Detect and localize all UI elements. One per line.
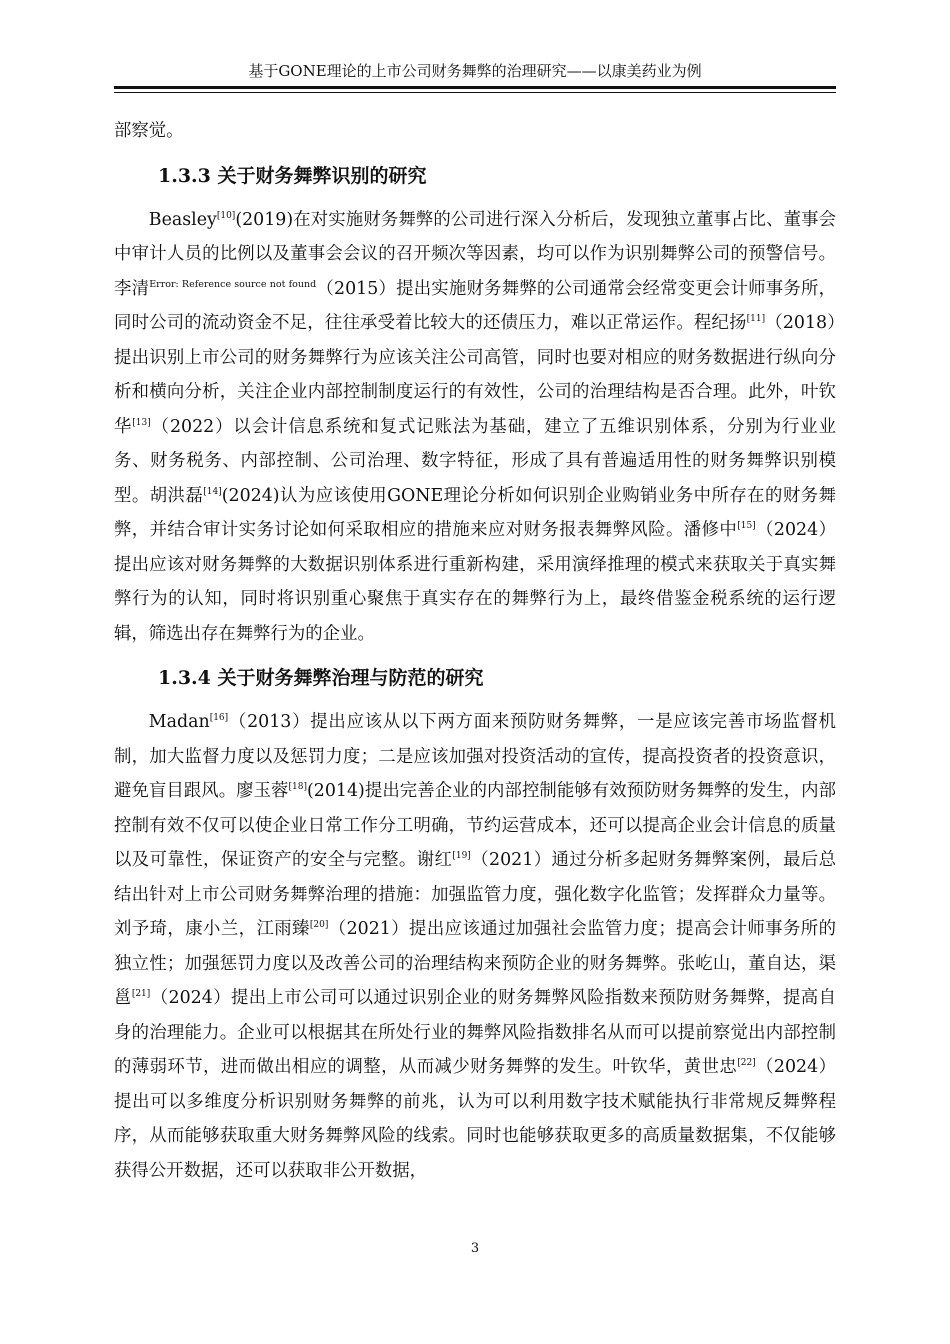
text-run: (2019)在对实施财务舞弊的公司进行深入分析后，发现独立董事占比、董事会中审计人员的比例以及董事会会议的召开频次等因素，均可以作为识别舞弊公司的预警信号。李清 <box>114 209 836 299</box>
header-rule-thick <box>114 86 836 89</box>
text-run: (2014)提出完善企业的内部控制能够有效预防财务舞弊的发生，内部控制有效不仅可以使企业日常工作分工明确，节约运营成本，还可以提高企业会计信息的质量以及可靠性，保证资产的安全与完整。谢红 <box>114 781 836 870</box>
text-run: Beasley <box>148 209 217 230</box>
section-heading-1-3-3: 1.3.3 关于财务舞弊识别的研究 <box>158 164 427 187</box>
citation-ref: [15] <box>737 521 756 532</box>
paragraph-fraud-identification <box>114 203 836 652</box>
citation-ref: [20] <box>309 920 329 931</box>
text-run: （2015）提出实施财务舞弊的公司通常会经常变更会计师事务所，同时公司的流动资金不足，往往承受着比较大的还债压力，难以正常运作。程纪扬 <box>114 278 836 333</box>
text-run: （2024）提出上市公司可以通过识别企业的财务舞弊风险指数来预防财务舞弊，提高自身的治理能力。企业可以根据其在所处行业的舞弊风险指数排名从而可以提前察觉出内部控制的薄弱环节，进而做出相应的调整，从而减少财务舞弊的发生。叶钦华，黄世忠 <box>114 988 836 1077</box>
citation-ref: [21] <box>131 989 151 1000</box>
text-run: （2024）提出应该对财务舞弊的大数据识别体系进行重新构建，采用演绎推理的模式来获取关于真实舞弊行为的认知，同时将识别重心聚焦于真实存在的舞弊行为上，最终借鉴金税系统的运行逻辑，筛选出存在舞弊行为的企业。 <box>114 520 836 644</box>
citation-ref: [16] <box>209 713 229 724</box>
text-run: Madan <box>148 712 210 732</box>
citation-ref: [13] <box>132 417 151 428</box>
text-run: （2013）提出应该从以下两方面来预防财务舞弊，一是应该完善市场监督机制，加大监督力度以及惩罚力度；二是应该加强对投资活动的宣传，提高投资者的投资意识，避免盲目跟风。廖玉蓉 <box>114 712 836 801</box>
citation-ref: [14] <box>203 486 222 497</box>
text-run: （2021）通过分析多起财务舞弊案例，最后总结出针对上市公司财务舞弊治理的措施：加强监管力度，强化数字化监管；发挥群众力量等。刘予琦，康小兰，江雨臻 <box>114 850 836 939</box>
citation-ref: [11] <box>746 314 766 325</box>
citation-ref: [19] <box>452 851 471 862</box>
text-run: （2018）提出识别上市公司的财务舞弊行为应该关注公司高管，同时也要对相应的财务数据进行纵向分析和横向分析，关注企业内部控制制度运行的有效性，公司的治理结构是否合理。此外，叶钦华 <box>114 313 836 437</box>
header-rule-thin <box>114 92 836 93</box>
body-text <box>114 114 836 1188</box>
citation-ref: [18] <box>288 782 307 793</box>
intro-continuation: 部察觉。 <box>114 121 184 141</box>
page-number: 3 <box>470 1241 480 1256</box>
citation-ref: [22] <box>737 1058 756 1069</box>
citation-ref: [10] <box>216 210 236 221</box>
running-header: 基于GONE理论的上市公司财务舞弊的治理研究——以康美药业为例 <box>248 62 702 80</box>
text-run: （2021）提出应该通过加强社会监管力度；提高会计师事务所的独立性；加强惩罚力度以及改善公司的治理结构来预防企业的财务舞弊。张屹山，董自达，渠邕 <box>114 919 836 1008</box>
text-run: (2024)认为应该使用GONE理论分析如何识别企业购销业务中所存在的财务舞弊，并结合审计实务讨论如何采取相应的措施来应对财务报表舞弊风险。潘修中 <box>114 485 836 540</box>
paragraph-fraud-governance <box>114 705 836 1188</box>
text-run: （2022）以会计信息系统和复式记账法为基础，建立了五维识别体系，分别为行业业务、财务税务、内部控制、公司治理、数字特征，形成了具有普遍适用性的财务舞弊识别模型。胡洪磊 <box>114 416 836 506</box>
section-heading-1-3-4: 1.3.4 关于财务舞弊治理与防范的研究 <box>158 667 484 689</box>
reference-error: Error: Reference source not found <box>149 278 317 290</box>
text-run: （2024）提出可以多维度分析识别财务舞弊的前兆，认为可以利用数字技术赋能执行非常规反舞弊程序，从而能够获取重大财务舞弊风险的线索。同时也能够获取更多的高质量数据集，不仅能够获得公开数据，还可以获取非公开数据， <box>114 1057 836 1181</box>
